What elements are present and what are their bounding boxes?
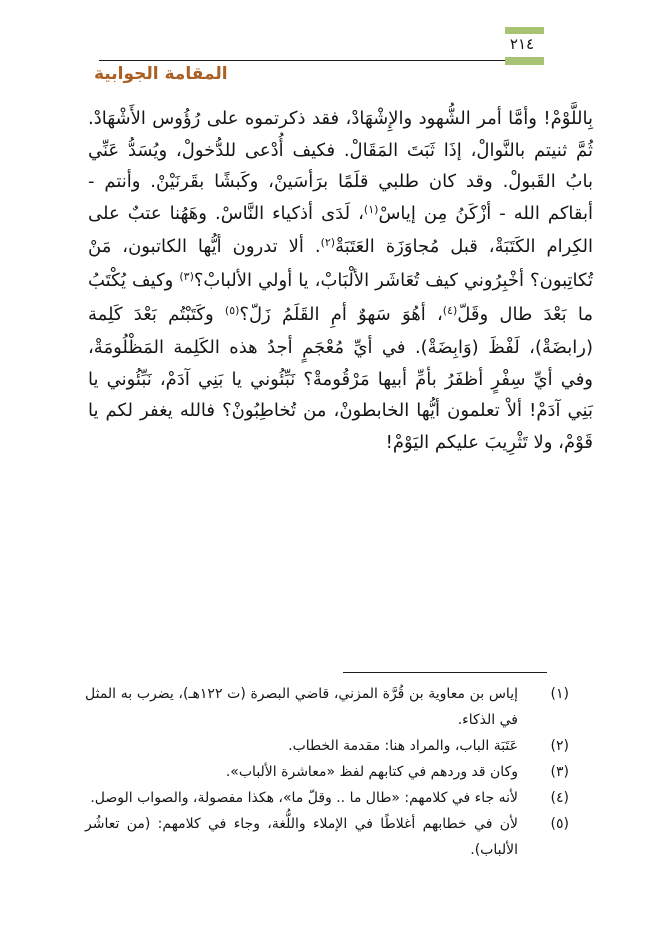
footnote-number: (١) xyxy=(550,686,569,702)
footnote-number: (٢) xyxy=(550,738,569,754)
footnotes-section xyxy=(85,666,569,863)
footnote-number: (٤) xyxy=(550,790,569,806)
footnote-number: (٥) xyxy=(550,816,569,832)
body-text-segment: بِاللَّوْمْ! وأمَّا أمر الشُّهود والإِشْهَادْ، فقد ذكرتموه على رُؤُوس الأَشْهَادْ. ثُمَّ ثنيتم بالنَّوالْ، إذَا ثَبَتَ المَقَالْ. فكيف أُدْعى للدُّخولْ، ويُسَدُّ عَنِّي بابُ القَبولْ. وقد كان طلبي قلَمًا برَأسَينْ، وكَبشًا بقَرنَيْنْ. وأنتم - أبقاكم الله - أزْكَنُ مِن إياسْ xyxy=(88,108,594,224)
body-text-segment: وكيف يُكْتَبُ ما بَعْدَ طال وقَلّ xyxy=(88,269,594,325)
footnote-item xyxy=(85,733,569,759)
body-text-segment: ، لَدَى أذكياء النَّاسْ. وهَهُنا عتبٌ على الكِرام الكَتَبَةْ، قبل مُجاوَزَة العَتَبَةْ xyxy=(88,202,593,258)
body-text-segment: ، أهُوَ سَهوٌ أمِ القَلَمُ زَلّ؟ xyxy=(239,303,443,325)
footnote-text: إياس بن معاوية بن قُرَّة المزني، قاضي البصرة (ت ١٢٢هـ)، يضرب به المثل في الذكاء. xyxy=(85,686,518,728)
footnote-text: وكان قد وردهم في كتابهم لفظ «معاشرة الألباب». xyxy=(225,764,518,780)
body-text xyxy=(88,103,593,459)
footnote-item xyxy=(85,811,569,863)
footnote-marker: (٢) xyxy=(320,236,336,250)
header-rule xyxy=(99,60,506,61)
footnote-marker: (٥) xyxy=(224,303,240,317)
footnote-item xyxy=(85,785,569,811)
footnote-text: لأنه جاء في كلامهم: «طال ما .. وقلّ ما»، هكذا مفصولة، والصواب الوصل. xyxy=(90,790,518,806)
footnote-list xyxy=(85,681,569,863)
footnote-marker: (٤) xyxy=(442,303,458,317)
footnote-separator-rule xyxy=(343,672,547,673)
footnote-number: (٣) xyxy=(550,764,569,780)
body-text-segment: . ألا تدرون أيُّها الكاتبون، مَنْ تُكاتِبون؟ أخْبِرُوني كيف تُعَاشَر الألْبَابْ، يا أولي الألبابْ؟ xyxy=(88,236,593,291)
footnote-item xyxy=(85,681,569,733)
footnote-marker: (١) xyxy=(363,202,379,216)
footnote-text: عَتَبَة الباب، والمراد هنا: مقدمة الخطاب. xyxy=(288,738,518,754)
pagenumber-ornament-bottom-bar xyxy=(505,57,544,65)
page-number: ٢١٤ xyxy=(509,35,535,53)
footnote-text: لأن في خطابهم أغلاطًا في الإملاء واللُّغة، وجاء في كلامهم: (من تعاشُر الألباب). xyxy=(85,816,518,858)
footnote-marker: (٣) xyxy=(179,269,194,283)
section-title: المقامة الجوابية xyxy=(94,64,228,84)
footnote-item xyxy=(85,759,569,785)
pagenumber-ornament-top-bar xyxy=(505,27,544,34)
body-text-segment: وكَتَبْتُم بَعْدَ كَلِمة (رابضَةْ)، لَفْظَ (وَابِضَةْ). في أيِّ مُعْجَمٍ أجدُ هذه الكَلِمة المَظْلُومَةْ، وفي أيِّ سِفْرٍ أظفَرُ بأمِّ أبيها مَرْقُومةْ؟ نَبِّئُوني يا بَنِي آدَمْ، نَبِّئُوني يا بَنِي آدَمْ! ألاْ تعلمون أيُّها الخابطونْ، من تُخاطِبُونْ؟ فالله يغفر لكم يا قَوْمْ، ولا تَثْرِيبَ عليكم اليَوْمْ! xyxy=(88,303,593,453)
